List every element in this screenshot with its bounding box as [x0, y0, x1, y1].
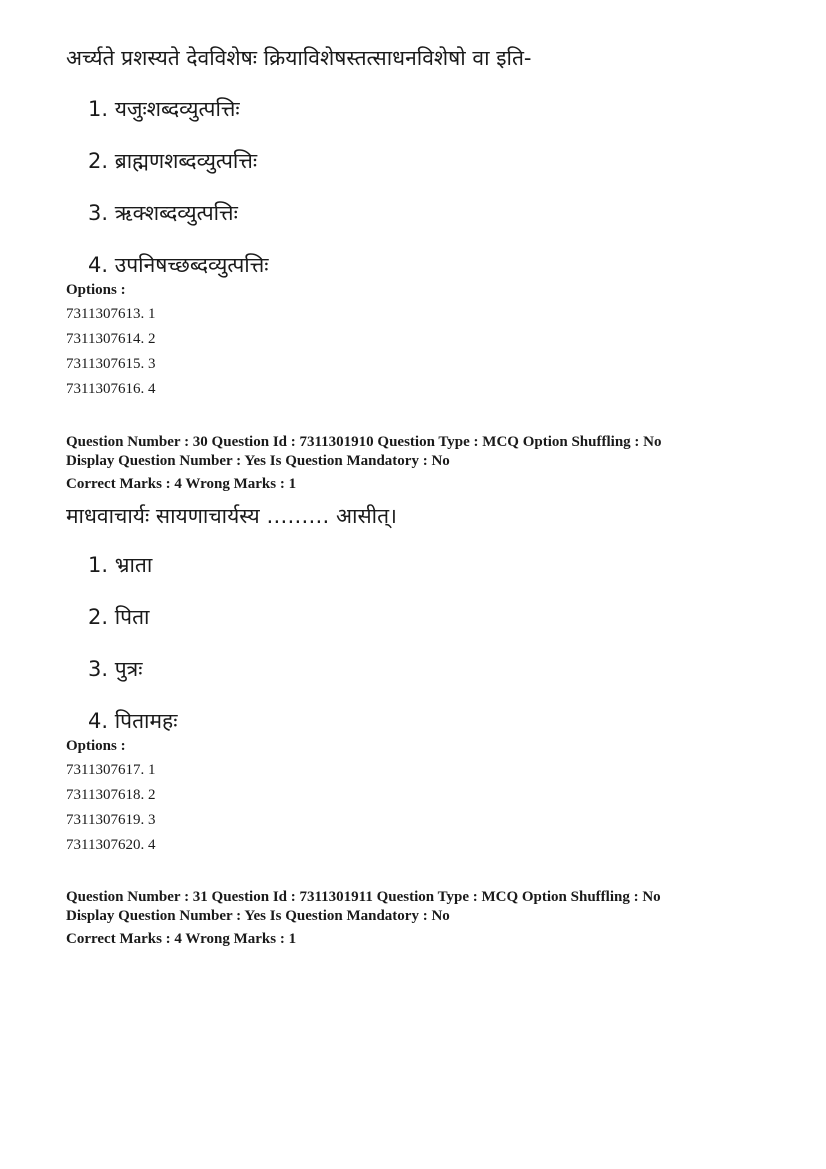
question-29-option-id-2: 7311307614. 2 — [66, 331, 156, 347]
question-30-option-id-4: 7311307620. 4 — [66, 837, 156, 853]
question-30-option-id-3: 7311307619. 3 — [66, 812, 156, 828]
question-30-header-display: Display Question Number : Yes Is Question Mandatory : No — [66, 453, 450, 469]
question-30-choice-3: 3. पुत्रः — [88, 657, 143, 681]
question-29-choice-3: 3. ऋक्शब्दव्युत्पत्तिः — [88, 201, 238, 225]
question-29-choice-1: 1. यजुःशब्दव्युत्पत्तिः — [88, 97, 240, 121]
question-30-choice-1: 1. भ्राता — [88, 553, 153, 577]
question-29-stem: अर्च्यते प्रशस्यते देवविशेषः क्रियाविशेषस्तत्साधनविशेषो वा इति- — [66, 46, 532, 70]
question-30-choice-4: 4. पितामहः — [88, 709, 178, 733]
question-30-options-label: Options : — [66, 738, 126, 754]
question-29-option-id-1: 7311307613. 1 — [66, 306, 156, 322]
question-30-option-id-2: 7311307618. 2 — [66, 787, 156, 803]
question-29-option-id-4: 7311307616. 4 — [66, 381, 156, 397]
question-30-stem: माधवाचार्यः सायणाचार्यस्य ……… आसीत्। — [66, 504, 398, 528]
question-30-marks: Correct Marks : 4 Wrong Marks : 1 — [66, 476, 297, 492]
question-31-header-display: Display Question Number : Yes Is Question Mandatory : No — [66, 908, 450, 924]
question-29-choice-4: 4. उपनिषच्छब्दव्युत्पत्तिः — [88, 253, 269, 277]
question-29-choice-2: 2. ब्राह्मणशब्दव्युत्पत्तिः — [88, 149, 258, 173]
question-31-marks: Correct Marks : 4 Wrong Marks : 1 — [66, 931, 297, 947]
question-29-option-id-3: 7311307615. 3 — [66, 356, 156, 372]
question-29-options-label: Options : — [66, 282, 126, 298]
question-31-header: Question Number : 31 Question Id : 7311301911 Question Type : MCQ Option Shuffling : No — [66, 889, 661, 905]
question-30-option-id-1: 7311307617. 1 — [66, 762, 156, 778]
question-30-choice-2: 2. पिता — [88, 605, 150, 629]
question-30-header: Question Number : 30 Question Id : 7311301910 Question Type : MCQ Option Shuffling : No — [66, 434, 662, 450]
